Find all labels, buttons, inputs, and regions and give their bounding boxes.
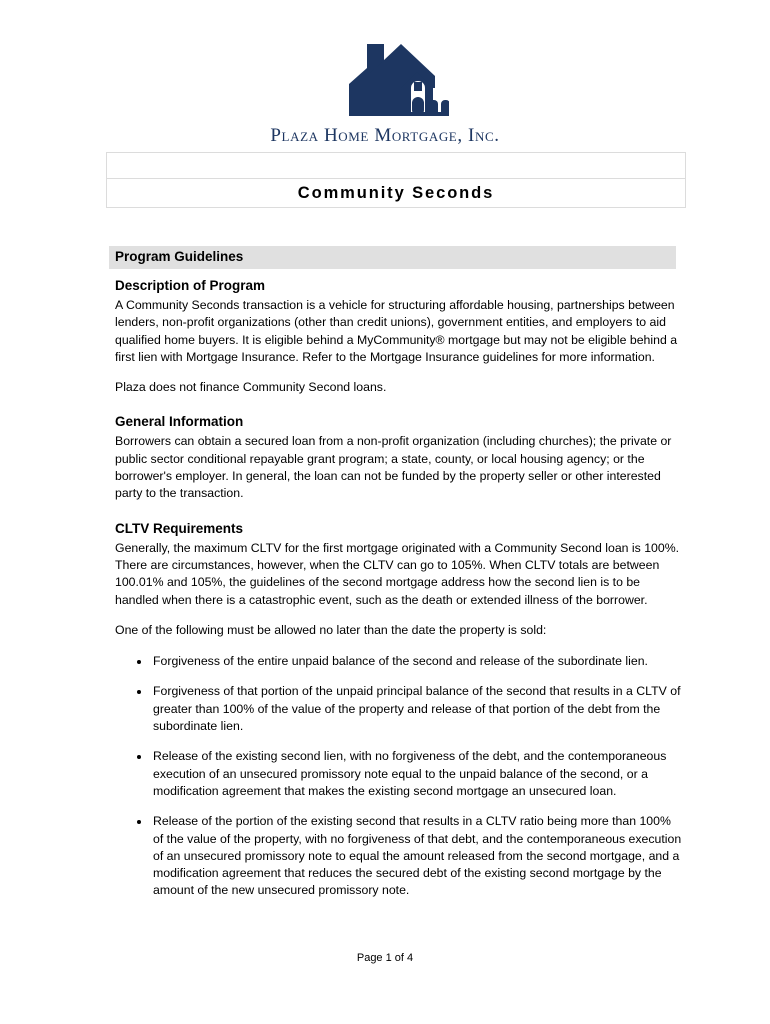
list-item <box>115 683 682 735</box>
paragraph-description-1: A Community Seconds transaction is a vehicle for structuring affordable housing, partnerships between lenders, non-profit organizations (other than credit unions), government entities, and employers to aid qualified home buyers. It is eligible behind a MyCommunity® mortgage but may not be eligible behind a first lien with Mortgage Insurance. Refer to the Mortgage Insurance guidelines for more information. <box>115 298 678 364</box>
heading-cltv-requirements: CLTV Requirements <box>115 520 244 536</box>
program-guidelines-band <box>109 246 676 269</box>
company-wordmark: Plaza Home Mortgage, Inc. <box>270 125 500 146</box>
header-empty-field[interactable] <box>106 152 686 179</box>
heading-description-of-program: Description of Program <box>115 278 266 293</box>
bullet-icon <box>137 660 141 664</box>
page-title: Community Seconds <box>297 183 495 202</box>
paragraph-cltv-1: Generally, the maximum CLTV for the first mortgage originated with a Community Second loan is 100%. There are circumstances, however, when the CLTV can go to 105%. When CLTV totals are between 100.01% and 105%, the guidelines of the second mortgage address how the second lien is to be handled when there is a catastrophic event, such as the death or extended illness of the borrower. <box>115 540 680 607</box>
page-footer <box>0 952 770 964</box>
document-header-boxes <box>106 152 686 208</box>
bullet-icon <box>137 820 141 824</box>
list-item-text: Release of the existing second lien, with no forgiveness of the debt, and the contemporaneous execution of an unsecured promissory note equal to the unpaid balance of the second, or a modification agreement that makes the existing second mortgage an unsecured loan. <box>153 749 667 798</box>
document-title-box <box>106 179 686 208</box>
page-number-label: Page 1 of 4 <box>356 952 414 964</box>
list-item-text: Release of the portion of the existing second that results in a CLTV ratio being more than 100% of the value of the property, with no forgiveness of that debt, and the contemporaneous execution of an unsecured promissory note to equal the amount released from the second mortgage, and a modification agreement that reduces the secured debt of the existing second mortgage by the amount of the new unsecured promissory note. <box>153 814 682 898</box>
cltv-requirements-list <box>115 653 682 900</box>
bullet-icon <box>137 755 141 759</box>
heading-general-information: General Information <box>115 414 244 430</box>
document-body <box>115 246 682 900</box>
bullet-icon <box>137 690 141 694</box>
paragraph-description-2: Plaza does not finance Community Second loans. <box>115 380 387 395</box>
list-item <box>115 748 682 800</box>
house-logo-icon <box>321 38 449 122</box>
paragraph-general-1: Borrowers can obtain a secured loan from a non-profit organization (including churches); the private or public sector conditional repayable grant program; a state, county, or local housing agency; or the borrower's employer. In general, the loan can not be funded by the property seller or other interested party to the transaction. <box>115 434 672 501</box>
list-item-text: Forgiveness of the entire unpaid balance of the second and release of the subordinate lien. <box>153 654 648 669</box>
list-item <box>115 653 682 670</box>
program-guidelines-label: Program Guidelines <box>115 249 244 264</box>
list-item-text: Forgiveness of that portion of the unpaid principal balance of the second that results in a CLTV of greater than 100% of the value of the property and release of that portion of the debt from the subordinate lien. <box>153 684 681 734</box>
list-item <box>115 813 682 899</box>
paragraph-cltv-2: One of the following must be allowed no later than the date the property is sold: <box>115 622 547 637</box>
company-logo <box>0 38 770 146</box>
